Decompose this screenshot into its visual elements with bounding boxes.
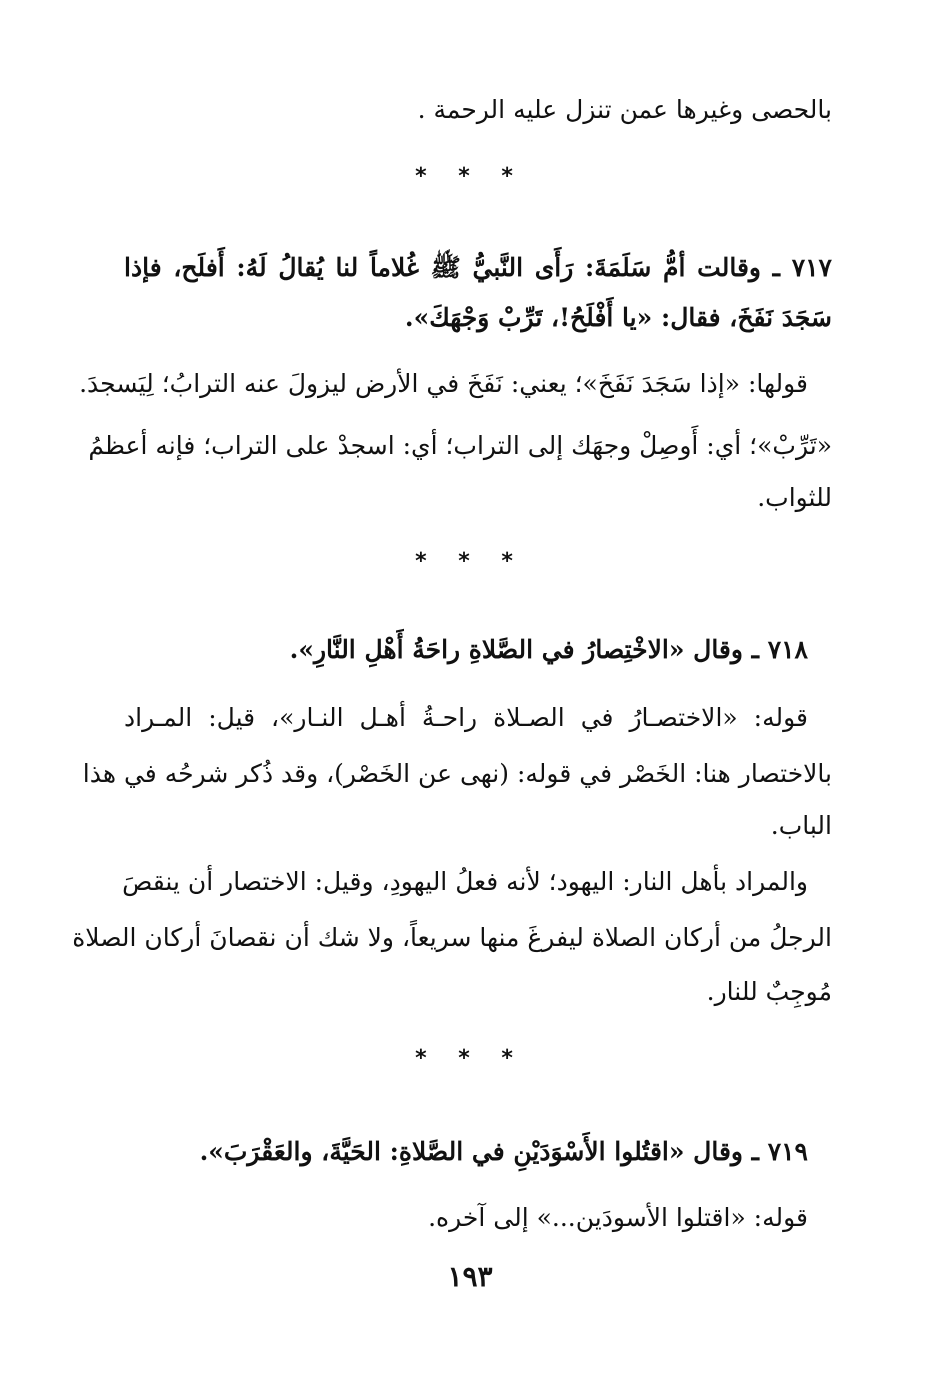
hadith-718-line-1: ٧١٨ ـ وقال «الاخْتِصارُ في الصَّلاةِ راحَةُ أَهْلِ النَّارِ».	[289, 635, 808, 664]
commentary-719-line-1: قوله: «اقتلوا الأسودَين...» إلى آخره.	[428, 1203, 808, 1232]
text-line-1: بالحصى وغيرها عمن تنزل عليه الرحمة .	[417, 95, 832, 124]
commentary-718-line-6: مُوجِبٌ للنار.	[706, 977, 832, 1006]
hadith-717-line-1: ٧١٧ ـ وقالت أمُّ سَلَمَةَ: رَأَى النَّبيُّ ﷺ غُلاماً لنا يُقالُ لَهُ: أَفلَح، فإذا	[124, 253, 832, 282]
commentary-718-line-3: الباب.	[770, 811, 832, 840]
commentary-718-line-5: الرجلُ من أركان الصلاة ليفرغَ منها سريعاً، ولا شك أن نقصانَ أركان الصلاة	[72, 923, 832, 952]
section-separator-3: * * *	[415, 1046, 525, 1071]
commentary-718-line-1: قوله: «الاختصـارُ في الصـلاة راحـةُ أهـل النـار»، قيل: المـراد	[124, 703, 808, 732]
commentary-717-line-1: قولها: «إذا سَجَدَ نَفَخَ»؛ يعني: نَفَخَ في الأرض ليزولَ عنه الترابُ؛ لِيَسجدَ.	[79, 369, 808, 398]
commentary-717-line-3: للثواب.	[757, 483, 832, 512]
section-separator-2: * * *	[415, 549, 525, 574]
page-number: ١٩٣	[447, 1260, 493, 1293]
commentary-717-line-2: «تَرِّبْ»؛ أي: أَوصِلْ وجهَك إلى التراب؛ أي: اسجدْ على التراب؛ فإنه أعظمُ	[88, 431, 832, 460]
hadith-717-line-2: سَجَدَ نَفَخَ، فقال: «يا أَفْلَحُ!، تَرِّبْ وَجْهَكَ».	[404, 303, 832, 332]
commentary-718-line-2: بالاختصار هنا: الخَصْر في قوله: (نهى عن الخَصْر)، وقد ذُكر شرحُه في هذا	[82, 759, 832, 788]
section-separator-1: * * *	[415, 164, 525, 189]
commentary-718-line-4: والمراد بأهل النار: اليهود؛ لأنه فعلُ اليهودِ، وقيل: الاختصار أن ينقصَ	[122, 867, 808, 896]
hadith-719-line-1: ٧١٩ ـ وقال «اقتُلوا الأَسْوَدَيْنِ في الصَّلاةِ: الحَيَّةَ، والعَقْرَبَ».	[199, 1137, 808, 1166]
